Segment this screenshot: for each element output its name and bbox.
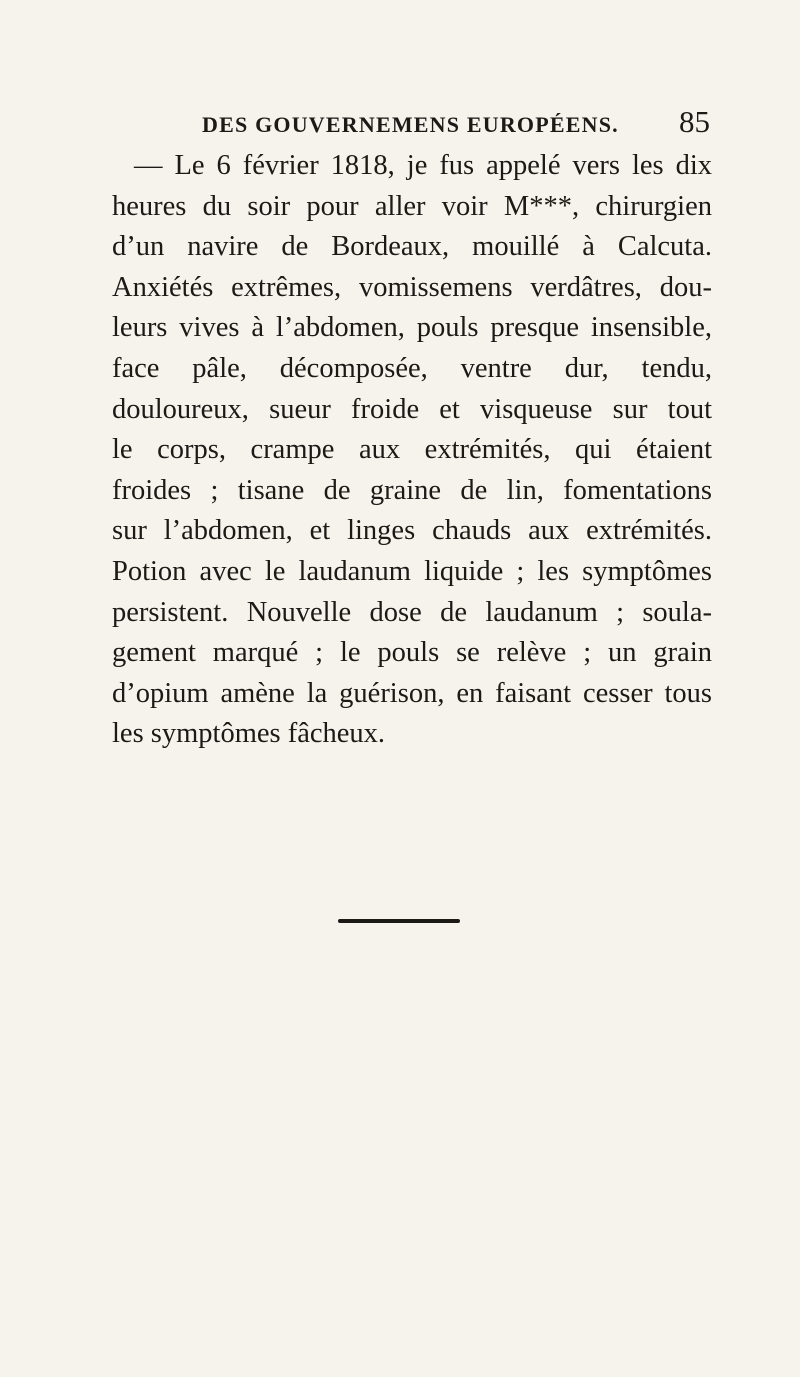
running-title: DES GOUVERNEMENS EUROPÉENS.: [202, 112, 619, 137]
text-line: Potion avec le laudanum liquide ; les symptômes: [112, 555, 712, 587]
text-line: gement marqué ; le pouls se relève ; un grain: [112, 637, 712, 669]
text-line: d’un navire de Bordeaux, mouillé à Calcuta.: [112, 231, 712, 263]
text-line: froides ; tisane de graine de lin, fomentations: [112, 474, 712, 506]
section-divider: [338, 919, 460, 923]
page-number: 85: [679, 104, 710, 139]
text-line: heures du soir pour aller voir M***, chirurgien: [112, 190, 712, 222]
text-line: persistent. Nouvelle dose de laudanum ; soula-: [112, 596, 712, 628]
running-head: [202, 104, 710, 144]
text-line: douloureux, sueur froide et visqueuse sur tout: [112, 393, 712, 425]
text-line: leurs vives à l’abdomen, pouls presque insensible,: [112, 312, 712, 344]
text-line: les symptômes fâcheux.: [112, 718, 386, 750]
body-paragraph: [112, 146, 712, 755]
text-line: face pâle, décomposée, ventre dur, tendu,: [112, 352, 712, 384]
text-line: d’opium amène la guérison, en faisant cesser tous: [112, 677, 712, 709]
text-line: le corps, crampe aux extrémités, qui étaient: [112, 434, 712, 466]
text-line: sur l’abdomen, et linges chauds aux extrémités.: [112, 515, 712, 547]
text-line: Anxiétés extrêmes, vomissemens verdâtres, dou-: [112, 271, 712, 303]
text-line: — Le 6 février 1818, je fus appelé vers les dix: [134, 150, 712, 181]
